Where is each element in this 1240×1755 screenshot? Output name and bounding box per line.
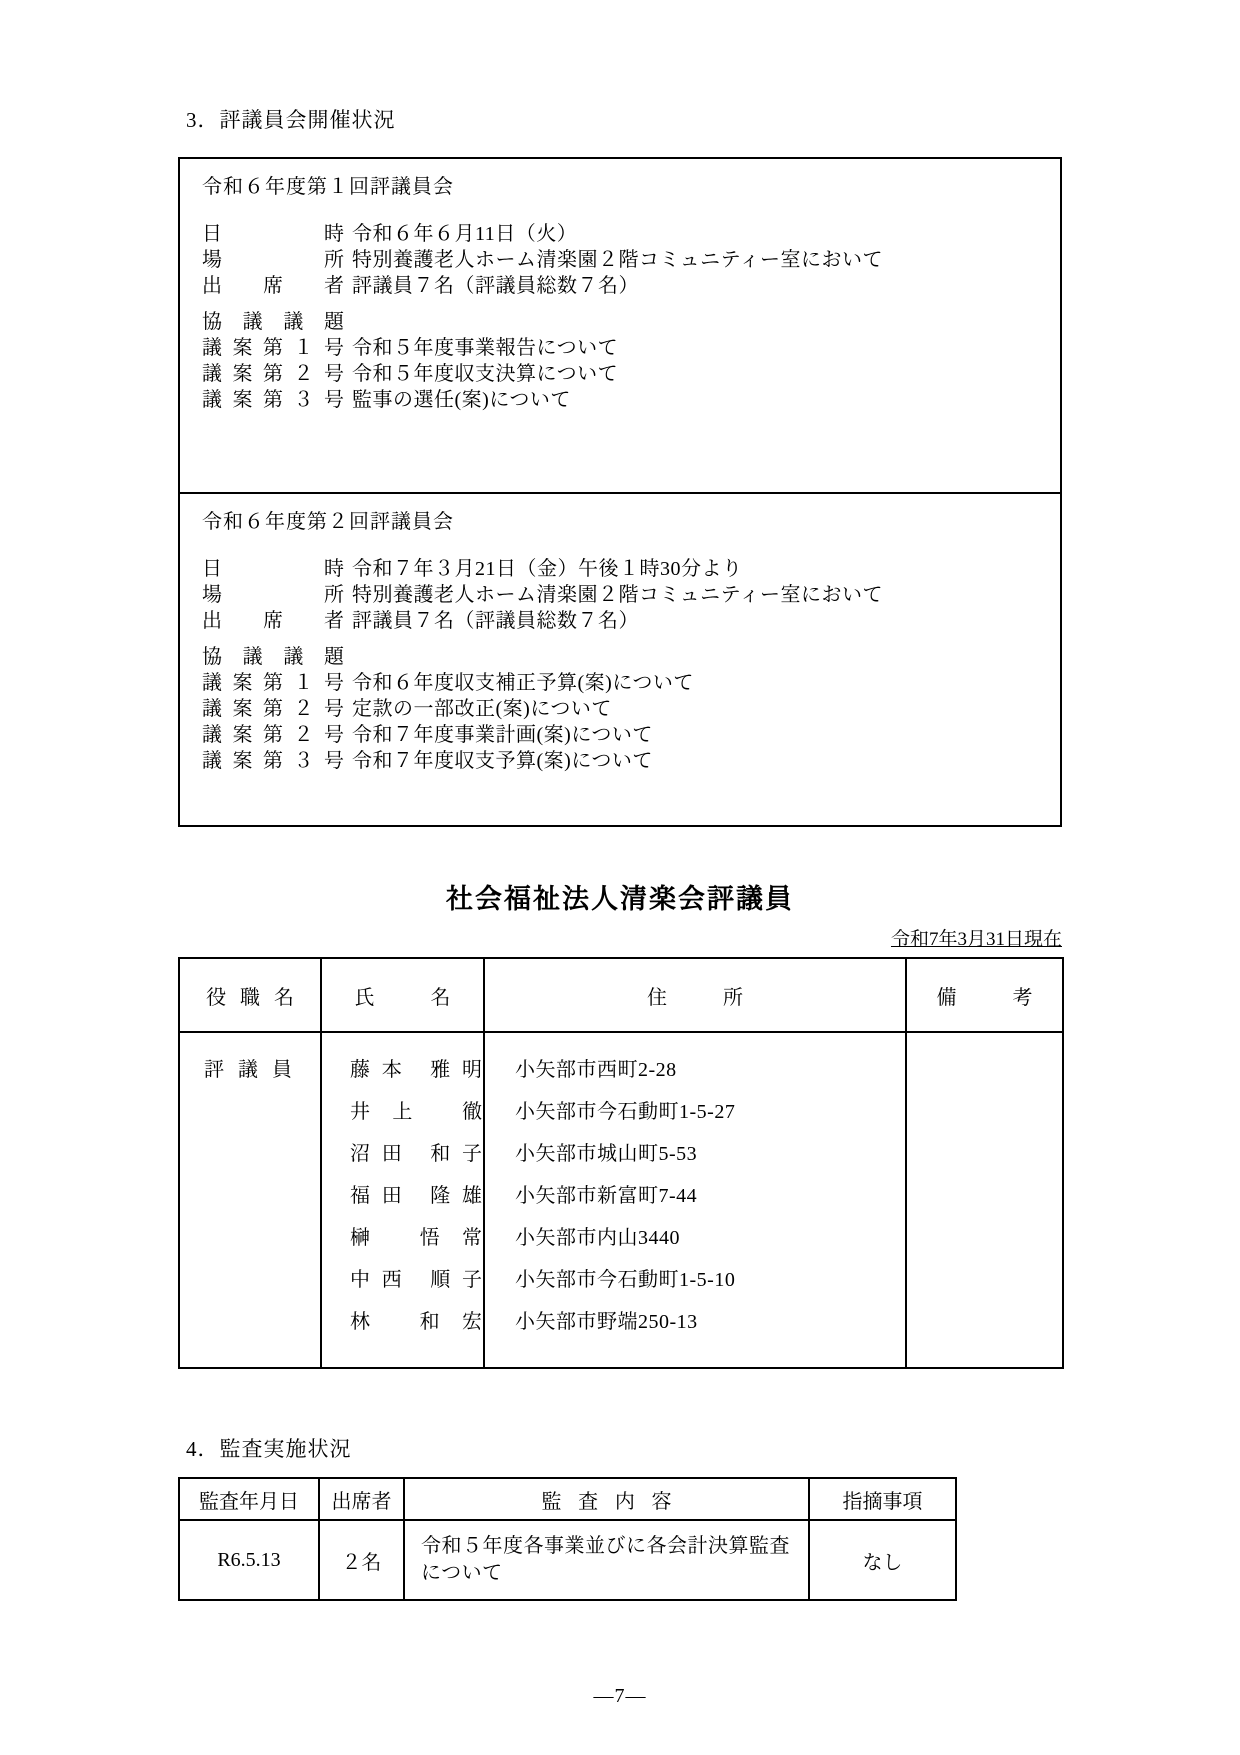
audit-attendees-cell: ２名 [319, 1520, 404, 1600]
meeting-1-agenda [202, 309, 1040, 413]
meeting-2-details [202, 556, 1040, 634]
agenda-item-value: 令和５年度事業報告について [352, 337, 619, 359]
councilor-name [350, 1259, 483, 1301]
audit-date-cell: R6.5.13 [179, 1520, 319, 1600]
agenda-header-label: 協 議 議 題 [202, 646, 344, 668]
agenda-item-line [202, 361, 1040, 387]
audit-findings-cell: なし [809, 1520, 956, 1600]
addresses-cell [484, 1032, 906, 1368]
agenda-item-line [202, 748, 1040, 774]
councilor-address: 小矢部市野端250-13 [515, 1311, 698, 1333]
audit-content-cell: 令和５年度各事業並びに各会計決算監査について [404, 1520, 809, 1600]
meeting-2-place-line [202, 582, 1040, 608]
councilor-name-text: 沼田 和子 [350, 1143, 482, 1165]
councilor-name [350, 1217, 483, 1259]
audit-date-header: 監査年月日 [179, 1478, 319, 1520]
meeting-2-cell [180, 492, 1060, 825]
name-header [321, 958, 484, 1032]
place-label: 場 所 [202, 584, 344, 606]
meeting-1-title: 令和６年度第１回評議員会 [202, 176, 454, 198]
agenda-item-value: 定款の一部改正(案)について [352, 698, 612, 720]
agenda-item-value: 令和５年度収支決算について [352, 363, 619, 385]
page-number: ―7― [593, 1685, 647, 1707]
councilor-address: 小矢部市新富町7-44 [515, 1185, 698, 1207]
note-header-text: 備 考 [936, 986, 1033, 1009]
agenda-item-label: 議 案 第 １ 号 [202, 672, 344, 694]
attendees-label: 出 席 者 [202, 610, 344, 632]
note-header [906, 958, 1063, 1032]
audit-table [178, 1477, 957, 1601]
agenda-item-line [202, 722, 1040, 748]
councilor-name [350, 1133, 483, 1175]
position-header [179, 958, 321, 1032]
councilor-name [350, 1091, 483, 1133]
agenda-header-line [202, 309, 1040, 335]
agenda-item-line [202, 670, 1040, 696]
as-of-date [178, 924, 1062, 951]
councilor-name-text: 藤本 雅明 [350, 1059, 482, 1081]
as-of-date-text: 令和7年3月31日現在 [890, 929, 1062, 950]
place-label: 場 所 [202, 249, 344, 271]
page-content [178, 0, 1062, 1708]
councilor-address: 小矢部市西町2-28 [515, 1059, 677, 1081]
agenda-item-line [202, 335, 1040, 361]
meeting-1-details [202, 221, 1040, 299]
agenda-item-label: 議 案 第 １ 号 [202, 337, 344, 359]
agenda-item-value: 令和７年度収支予算(案)について [352, 750, 653, 772]
agenda-item-value: 監事の選任(案)について [352, 389, 571, 411]
meeting-1-datetime-line [202, 221, 1040, 247]
councilor-name-text: 林 和宏 [350, 1311, 482, 1333]
councilors-header-row [179, 958, 1063, 1032]
audit-header-row [179, 1478, 956, 1520]
position-value [204, 1049, 320, 1091]
agenda-item-value: 令和６年度収支補正予算(案)について [352, 672, 694, 694]
councilor-name-text: 福田 隆雄 [350, 1185, 482, 1207]
agenda-item-label: 議 案 第 ２ 号 [202, 363, 344, 385]
names-cell [321, 1032, 484, 1368]
place-value: 特別養護老人ホーム清楽園２階コミュニティー室において [352, 584, 883, 606]
section3-heading: 3．評議員会開催状況 [186, 108, 396, 132]
attendees-value: 評議員７名（評議員総数７名） [352, 610, 639, 632]
position-cell [179, 1032, 321, 1368]
audit-findings-header: 指摘事項 [809, 1478, 956, 1520]
councilor-name-text: 榊 悟常 [350, 1227, 482, 1249]
attendees-value: 評議員７名（評議員総数７名） [352, 275, 639, 297]
datetime-label: 日 時 [202, 223, 344, 245]
attendees-label: 出 席 者 [202, 275, 344, 297]
datetime-value: 令和６年６月11日（火） [352, 223, 578, 245]
councilors-table [178, 957, 1064, 1369]
meeting-1-attendees-line [202, 273, 1040, 299]
address-header [484, 958, 906, 1032]
position-value-text: 評 議 員 [204, 1059, 292, 1081]
agenda-item-label: 議 案 第 ３ 号 [202, 389, 344, 411]
councilor-address: 小矢部市内山3440 [515, 1227, 680, 1249]
councilor-name [350, 1175, 483, 1217]
meeting-1-cell [180, 159, 1060, 492]
agenda-item-label: 議 案 第 ３ 号 [202, 750, 344, 772]
agenda-header-line [202, 644, 1040, 670]
audit-content-header [404, 1478, 809, 1520]
section4-heading: 4．監査実施状況 [186, 1437, 352, 1461]
meeting-2-title: 令和６年度第２回評議員会 [202, 511, 454, 533]
datetime-value: 令和７年３月21日（金）午後１時30分より [352, 558, 743, 580]
councilor-address: 小矢部市今石動町1-5-27 [515, 1101, 736, 1123]
councilor-address: 小矢部市城山町5-53 [515, 1143, 698, 1165]
councilor-name-text: 中西 順子 [350, 1269, 482, 1291]
agenda-item-label: 議 案 第 ２ 号 [202, 724, 344, 746]
councilors-body-row [179, 1032, 1063, 1368]
agenda-header-label: 協 議 議 題 [202, 311, 344, 333]
audit-attendees-header: 出席者 [319, 1478, 404, 1520]
agenda-item-line [202, 387, 1040, 413]
datetime-label: 日 時 [202, 558, 344, 580]
address-header-text: 住 所 [647, 986, 743, 1009]
audit-data-row [179, 1520, 956, 1600]
councilor-name [350, 1049, 483, 1091]
councilor-name [350, 1301, 483, 1343]
notes-cell [906, 1032, 1063, 1368]
page-title: 社会福祉法人清楽会評議員 [446, 884, 794, 914]
place-value: 特別養護老人ホーム清楽園２階コミュニティー室において [352, 249, 883, 271]
meeting-2-attendees-line [202, 608, 1040, 634]
meeting-status-box [178, 157, 1062, 827]
meeting-2-agenda [202, 644, 1040, 774]
audit-content-header-text: 監 査 内 容 [541, 1490, 672, 1513]
meeting-1-place-line [202, 247, 1040, 273]
councilor-name-text: 井上 徹 [350, 1101, 482, 1123]
councilor-address: 小矢部市今石動町1-5-10 [515, 1269, 736, 1291]
agenda-item-value: 令和７年度事業計画(案)について [352, 724, 653, 746]
position-header-text: 役 職 名 [206, 986, 294, 1009]
meeting-2-datetime-line [202, 556, 1040, 582]
agenda-item-label: 議 案 第 ２ 号 [202, 698, 344, 720]
name-header-text: 氏 名 [354, 986, 451, 1009]
agenda-item-line [202, 696, 1040, 722]
